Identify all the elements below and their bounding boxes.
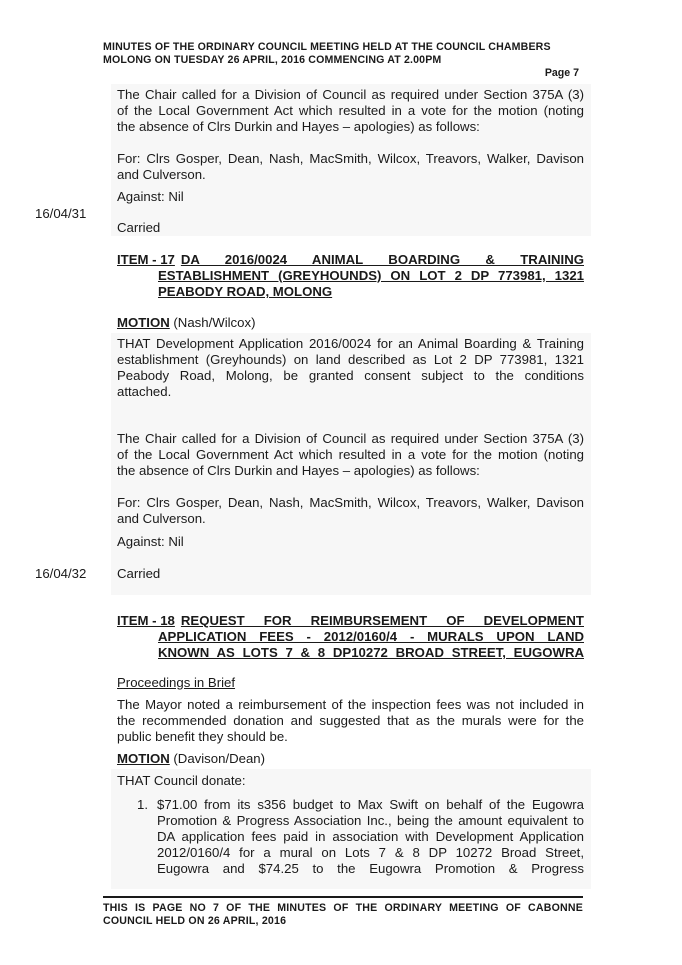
votes-for-1: For: Clrs Gosper, Dean, Nash, MacSmith, Wilcox, Treavors, Walker, Davison and Culverson. (117, 151, 584, 182)
minute-number-2: 16/04/32 (35, 566, 87, 581)
list-item-number: 1. (137, 797, 148, 812)
page-number: Page 7 (544, 67, 579, 79)
item-18-motion-heading (117, 751, 265, 767)
minute-number-1: 16/04/31 (35, 206, 87, 221)
list-item (137, 797, 584, 877)
votes-against-2: Against: Nil (117, 534, 184, 549)
votes-against-1: Against: Nil (117, 189, 184, 204)
result-carried-1: Carried (117, 220, 161, 235)
item-17-title-line-3: PEABODY ROAD, MOLONG (158, 284, 333, 299)
motion-label: MOTION (117, 751, 170, 766)
votes-for-2: For: Clrs Gosper, Dean, Nash, MacSmith, Wilcox, Treavors, Walker, Davison and Culverson. (117, 495, 584, 526)
proceedings-text: The Mayor noted a reimbursement of the inspection fees was not included in the recommended donation and suggested that as the murals were for the public benefit they should be. (117, 697, 584, 744)
division-paragraph-1: The Chair called for a Division of Council as required under Section 375A (3) of the Local Government Act which resulted in a vote for the motion (noting the absence of Clrs Durkin and Hayes – apologies) as follows: (117, 87, 584, 134)
item-18-motion-intro: THAT Council donate: (117, 773, 246, 788)
motion-movers: (Davison/Dean) (169, 751, 266, 766)
item-17-number: ITEM - 17 (117, 252, 175, 267)
item-17-heading (117, 252, 584, 300)
item-18-heading (117, 613, 584, 661)
motion-movers: (Nash/Wilcox) (169, 315, 256, 330)
footer-line-2: COUNCIL HELD ON 26 APRIL, 2016 (103, 915, 287, 927)
item-18-number: ITEM - 18 (117, 613, 175, 628)
item-18-title-line-1: REQUEST FOR REIMBURSEMENT OF DEVELOPMENT (180, 613, 584, 628)
division-paragraph-2: The Chair called for a Division of Council as required under Section 375A (3) of the Local Government Act which resulted in a vote for the motion (noting the absence of Clrs Durkin and Hayes – apologies) as follows: (117, 431, 584, 478)
motion-label: MOTION (117, 315, 170, 330)
footer-line-1: THIS IS PAGE NO 7 OF THE MINUTES OF THE ORDINARY MEETING OF CABONNE (103, 902, 583, 914)
item-17-title-line-2: ESTABLISHMENT (GREYHOUNDS) ON LOT 2 DP 773981, 1321 (158, 268, 584, 283)
item-17-motion-heading (117, 315, 255, 331)
list-item-text: $71.00 from its s356 budget to Max Swift on behalf of the Eugowra Promotion & Progress Association Inc., being the amount equivalent to DA application fees paid in association with Development Application 2012/0160/4 for a mural on Lots 7 & 8 DP 10272 Broad Street, Eugowra and $74.25 to the Eugowra Promotion & Progress (157, 797, 584, 876)
result-carried-2: Carried (117, 566, 161, 581)
item-17-motion-text: THAT Development Application 2016/0024 for an Animal Boarding & Training establishment (Greyhounds) on land described as Lot 2 DP 773981, 1321 Peabody Road, Molong, be granted consent subject to the conditions attached. (117, 336, 584, 399)
proceedings-heading: Proceedings in Brief (117, 675, 236, 690)
item-18-title-line-2: APPLICATION FEES - 2012/0160/4 - MURALS UPON LAND (158, 629, 584, 644)
header-title-line-2: MOLONG ON TUESDAY 26 APRIL, 2016 COMMENCING AT 2.00PM (103, 54, 442, 66)
header-title-line-1: MINUTES OF THE ORDINARY COUNCIL MEETING HELD AT THE COUNCIL CHAMBERS (103, 41, 551, 53)
item-17-title-line-1: DA 2016/0024 ANIMAL BOARDING & TRAINING (180, 252, 584, 267)
footer-divider (103, 896, 583, 898)
item-18-title-line-3: KNOWN AS LOTS 7 & 8 DP10272 BROAD STREET, EUGOWRA (158, 645, 584, 660)
